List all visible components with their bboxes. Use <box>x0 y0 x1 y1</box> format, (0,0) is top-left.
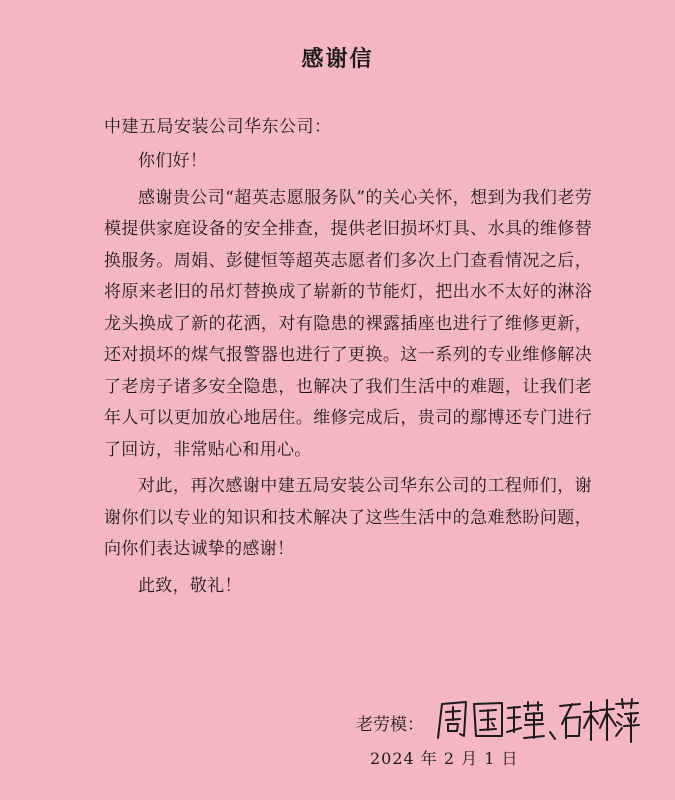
signature-block <box>356 700 656 740</box>
letter-date: 2024 年 2 月 1 日 <box>370 749 519 768</box>
letter-salutation: 中建五局安装公司华东公司： <box>104 117 332 137</box>
closing-thanks-paragraph: 对此，再次感谢中建五局安装公司华东公司的工程师们，谢谢你们以专业的知识和技术解决了这些生活中的急难愁盼问题，向你们表达诚挚的感谢！ <box>104 476 592 559</box>
thanks-paragraph: 感谢贵公司“超英志愿服务队”的关心关怀，想到为我们老劳模提供家庭设备的安全排查，提供老旧损坏灯具、水具的维修替换服务。周娟、彭健恒等超英志愿者们多次上门查看情况之后，将原来老旧的吊灯替换成了崭新的节能灯，把出水不太好的淋浴龙头换成了新的花洒，对有隐患的裸露插座也进行了维修更新，还对损坏的煤气报警器也进行了更换。这一系列的专业维修解决了老房子诸多安全隐患，也解决了我们生活中的难题，让我们老年人可以更加放心地居住。维修完成后，贵司的鄢博还专门进行了回访，非常贴心和用心。 <box>104 187 592 460</box>
handwritten-signature <box>432 694 642 746</box>
letter-title: 感谢信 <box>301 47 374 72</box>
signature-label: 老劳模： <box>356 715 424 735</box>
greeting-paragraph: 你们好！ <box>138 151 208 171</box>
letter-body <box>104 146 592 607</box>
closing-salute: 此致，敬礼！ <box>138 575 242 596</box>
